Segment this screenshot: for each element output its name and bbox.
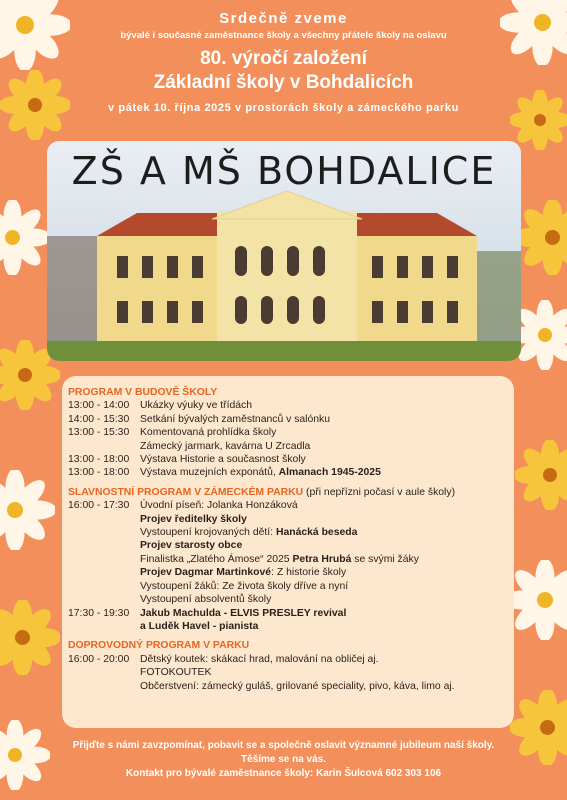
footer-contact: Kontakt pro bývalé zaměstnance školy: Karin Šulcová 602 303 106: [125, 768, 442, 779]
program-text: Vystoupení absolventů školy: [140, 594, 272, 606]
flower-icon: [0, 200, 50, 275]
program-row: [68, 593, 508, 606]
program-text: Setkání bývalých zaměstnanců v salónku: [140, 413, 331, 425]
footer-line2: Těšíme se na vás.: [240, 754, 327, 765]
program-text: : Z historie školy: [271, 567, 347, 579]
program-highlight: Almanach 1945-2025: [278, 467, 381, 479]
time-label: 13:00 - 15:30: [68, 427, 130, 439]
program-text: Vystoupení žáků: Ze života školy dříve a nyní: [140, 580, 349, 592]
program-row: [68, 440, 508, 453]
program-highlight: a Luděk Havel - pianista: [140, 620, 259, 632]
time-label: 16:00 - 20:00: [68, 653, 130, 665]
invite-heading: Srdečně zveme: [219, 10, 348, 27]
flower-icon: [505, 560, 567, 640]
event-title-line1: 80. výročí založení: [200, 48, 367, 69]
program-highlight: Petra Hrubá: [292, 553, 352, 565]
program-row: [68, 466, 508, 479]
program-row: [68, 553, 508, 566]
program-text: Výstava muzejních exponátů,: [140, 467, 279, 479]
invitation-header: [0, 10, 567, 114]
program-text: Ukázky výuky ve třídách: [140, 400, 253, 412]
program-row: [68, 413, 508, 426]
program-text: Občerstvení: zámecký guláš, grilované speciality, pivo, káva, limo aj.: [140, 680, 455, 692]
event-title: [0, 47, 567, 95]
section2-note: (při nepřízni počasí v aule školy): [306, 486, 456, 498]
program-text: FOTOKOUTEK: [140, 667, 212, 679]
program-row: [68, 399, 508, 412]
event-title-line2: Základní školy v Bohdalicích: [153, 72, 414, 93]
program-text: Výstava Historie a současnost školy: [140, 454, 306, 466]
program-row: [68, 620, 508, 633]
program-text: Projev ředitelky školy: [140, 513, 247, 525]
time-label: 16:00 - 17:30: [68, 500, 130, 512]
section2-title-text: SLAVNOSTNÍ PROGRAM V ZÁMECKÉM PARKU: [68, 486, 304, 498]
section-title-accompanying: DOPROVODNÝ PROGRAM V PARKU: [68, 640, 250, 652]
program-row: [68, 426, 508, 439]
program-row: [68, 666, 508, 679]
time-label: 13:00 - 18:00: [68, 454, 130, 466]
program-panel: [62, 376, 514, 728]
section1-list: [68, 399, 508, 479]
program-row: [68, 513, 508, 526]
time-label: 17:30 - 19:30: [68, 607, 130, 619]
program-row: [68, 580, 508, 593]
program-text: Finalistka „Zlatého Ámose“ 2025: [140, 553, 293, 565]
program-row: [68, 539, 508, 552]
program-row: [68, 607, 508, 620]
program-highlight: Projev Dagmar Martinkové: [140, 567, 272, 579]
program-highlight: Jakub Machulda - ELVIS PRESLEY revival: [140, 607, 347, 619]
section-title-school: PROGRAM V BUDOVĚ ŠKOLY: [68, 387, 218, 398]
flower-icon: [0, 600, 60, 675]
program-row: [68, 680, 508, 693]
event-date: v pátek 10. října 2025 v prostorách školy a zámeckého parku: [108, 102, 459, 114]
program-text: Zámecký jarmark, kavárna U Zrcadla: [140, 440, 311, 452]
school-photo: [47, 141, 521, 361]
time-label: 13:00 - 18:00: [68, 467, 130, 479]
flower-icon: [515, 440, 567, 510]
flower-icon: [515, 200, 567, 275]
program-text: Komentovaná prohlídka školy: [140, 427, 277, 439]
photo-caption: ZŠ A MŠ BOHDALICE: [71, 149, 497, 193]
time-label: 14:00 - 15:30: [68, 413, 130, 425]
program-text: Úvodní píseň: Jolanka Honzáková: [140, 500, 298, 512]
program-row: [68, 499, 508, 512]
program-row: [68, 526, 508, 539]
program-row: [68, 653, 508, 666]
program-text: se svými žáky: [351, 553, 419, 565]
invitation-footer: [0, 739, 567, 781]
footer-line1: Přijďte s námi zavzpomínat, pobavit se a společně oslavit významné jubileum naší školy.: [72, 740, 495, 751]
flower-icon: [0, 470, 55, 550]
section-title-park: [68, 486, 508, 499]
program-text: Dětský koutek: skákací hrad, malování na obličej aj.: [140, 653, 379, 665]
invite-subheading: bývalé i současné zaměstnance školy a všechny přátele školy na oslavu: [120, 30, 447, 41]
program-text: Projev starosty obce: [140, 540, 243, 552]
program-row: [68, 566, 508, 579]
program-highlight: Hanácká beseda: [275, 527, 358, 539]
program-row: [68, 453, 508, 466]
program-text: Vystoupení krojovaných dětí:: [140, 527, 276, 539]
time-label: [68, 440, 140, 453]
time-label: 13:00 - 14:00: [68, 400, 130, 412]
